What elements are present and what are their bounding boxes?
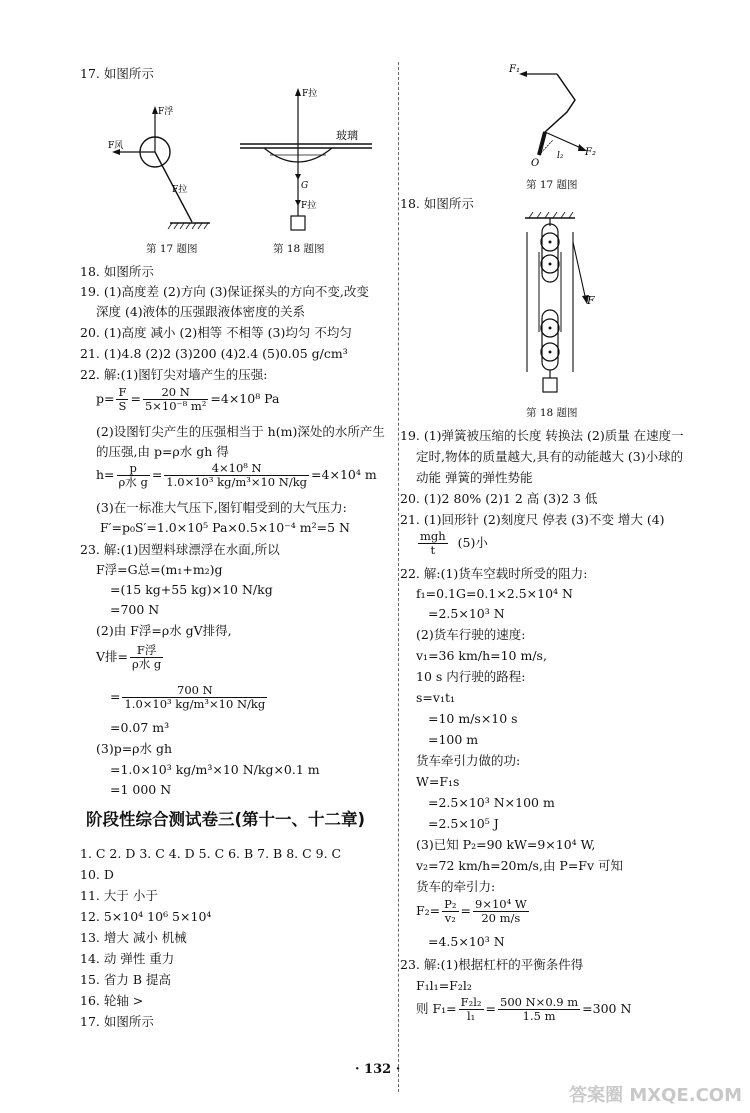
- r-q22-line-2: f₁=0.1G=0.1×2.5×10⁴ N: [416, 586, 573, 601]
- r-q23-formula-f1: 则 F₁= $\frac{\text{F₂l₂}}{\text{l₁}}$ = $\frac{500 N\times 0.9 m}{1.5 m}$ =300 N: [416, 995, 632, 1023]
- q18-line: 18. 如图所示: [80, 264, 154, 279]
- r-q22-line-1: 22. 解:(1)货车空载时所受的阻力:: [400, 566, 588, 581]
- column-divider: [398, 62, 399, 1092]
- r-q22-formula-force: F₂= $\frac{\text{P₂}}{\text{v₂}}$ = $\frac{\text{9×10⁴ W}}{20 m/s}$: [416, 897, 527, 925]
- q23-line-1: 23. 解:(1)因塑料球漂浮在水面,所以: [80, 542, 280, 557]
- r-q22-line-3: =2.5×10³ N: [428, 606, 505, 621]
- label-o: O: [531, 158, 540, 169]
- page-number: · 132 ·: [355, 1062, 401, 1077]
- caption-fig-18-right: 第 18 题图: [526, 407, 578, 419]
- watermark-logo: 答案圈 MXQE.COM: [569, 1085, 742, 1106]
- q22-line-6: (3)在一标准大气压下,图钉帽受到的大气压力:: [96, 500, 347, 515]
- r-q22-line-16: 货车的牵引力:: [416, 879, 496, 894]
- label-f1: F₁: [509, 64, 520, 75]
- q19-line-1: 19. (1)高度差 (2)方向 (3)保证探头的方向不变,改变: [80, 284, 369, 299]
- r-q22-line-8: =10 m/s×10 s: [428, 711, 518, 726]
- s-answers-15: 15. 省力 B 提高: [80, 972, 171, 987]
- q17-heading: 17. 如图所示: [80, 66, 154, 81]
- q23-line-10: =1.0×10³ kg/m³×10 N/kg×0.1 m: [110, 762, 320, 777]
- r-q19-line-3: 动能 弹簧的弹性势能: [416, 470, 533, 485]
- caption-fig-18: 第 18 题图: [273, 243, 325, 255]
- right-column: [400, 0, 750, 1113]
- r-q20-line: 20. (1)2 80% (2)1 2 高 (3)2 3 低: [400, 491, 598, 506]
- r-q22-line-14: (3)已知 P₂=90 kW=9×10⁴ W,: [416, 837, 596, 852]
- r-q22-line-6: 10 s 内行驶的路程:: [416, 669, 526, 684]
- q23-line-11: =1 000 N: [110, 782, 172, 797]
- r-q23-line-1: 23. 解:(1)根据杠杆的平衡条件得: [400, 957, 584, 972]
- q22-line-3: (2)设图钉尖产生的压强相当于 h(m)深处的水所产生: [96, 424, 385, 439]
- r-q22-line-13: =2.5×10⁵ J: [428, 816, 499, 831]
- r-q22-line-7: s=v₁t₁: [416, 690, 455, 705]
- r-q22-line-15: v₂=72 km/h=20m/s,由 P=Fv 可知: [416, 858, 624, 873]
- q23-formula-volume-2: = $\frac{700 N}{\text{1.0×10³ kg/m³×10 N/kg}}$: [110, 683, 266, 711]
- label-f: F: [587, 294, 595, 307]
- q22-line-4: 的压强,由 p=ρ水 gh 得: [96, 444, 229, 459]
- q19-line-2: 深度 (4)液体的压强跟液体密度的关系: [96, 304, 306, 319]
- r-q21-line-1: 21. (1)回形针 (2)刻度尺 停表 (3)不变 增大 (4): [400, 512, 665, 527]
- q23-line-9: (3)p=ρ水 gh: [96, 741, 173, 756]
- caption-fig-17-right: 第 17 题图: [526, 179, 578, 191]
- r-q19-line-2: 定时,物体的质量越大,具有的动能越大 (3)小球的: [416, 449, 684, 464]
- r-q22-line-9: =100 m: [428, 732, 479, 747]
- label-f-pull: F拉: [172, 185, 188, 195]
- q22-formula-pressure: p= $\frac{F}{S}$ = $\frac{20 N}{\text{5×10⁻⁸ m²}}$ =4×10⁸ Pa: [96, 385, 280, 413]
- label-f-float: F浮: [158, 107, 174, 117]
- s-answers-12: 12. 5×10⁴ 10⁶ 5×10⁴: [80, 909, 212, 924]
- q22-formula-depth: h= $\frac{p}{\text{ρ水 g}}$ = $\frac{\text{4×10⁸ N}}{\text{1.0×10³ kg/m³×10 N/kg}}$ =4×10⁴ m: [96, 461, 377, 489]
- section-title: 阶段性综合测试卷三(第十一、十二章): [86, 810, 366, 829]
- r-q22-line-5: v₁=36 km/h=10 m/s,: [416, 648, 547, 663]
- r-q22-line-10: 货车牵引力做的功:: [416, 753, 521, 768]
- figure-18-glass-diagram: [236, 84, 376, 244]
- q23-line-2: F浮=G总=(m₁+m₂)g: [96, 562, 223, 577]
- caption-fig-17: 第 17 题图: [146, 243, 198, 255]
- s-answers-13: 13. 增大 减小 机械: [80, 930, 187, 945]
- q23-line-3: =(15 kg+55 kg)×10 N/kg: [110, 582, 273, 597]
- label-f2: F₂: [585, 147, 596, 158]
- r-q22-line-12: =2.5×10³ N×100 m: [428, 795, 555, 810]
- label-f-wind: F风: [108, 141, 124, 151]
- r-q23-line-2: F₁l₁=F₂l₂: [416, 978, 472, 993]
- label-f-pull-bottom: F拉: [301, 201, 317, 211]
- figure-17-ball-diagram: [100, 92, 210, 242]
- r-q22-line-18: =4.5×10³ N: [428, 934, 505, 949]
- s-answers-10: 10. D: [80, 867, 114, 882]
- s-answers-16: 16. 轮轴 >: [80, 993, 144, 1008]
- s-answers-11: 11. 大于 小于: [80, 888, 158, 903]
- label-l2: l₂: [557, 151, 564, 161]
- q23-line-8: =0.07 m³: [110, 720, 170, 735]
- r-q21-line-2: $\frac{\text{mgh}}{t}$ (5)小: [420, 529, 488, 557]
- q20-line: 20. (1)高度 减小 (2)相等 不相等 (3)均匀 不均匀: [80, 325, 352, 340]
- label-f-pull-top: F拉: [302, 89, 318, 99]
- q22-line-1: 22. 解:(1)图钉尖对墙产生的压强:: [80, 367, 268, 382]
- q21-line: 21. (1)4.8 (2)2 (3)200 (4)2.4 (5)0.05 g/cm³: [80, 346, 348, 361]
- q23-line-5: (2)由 F浮=ρ水 gV排得,: [96, 623, 232, 638]
- r-q19-line-1: 19. (1)弹簧被压缩的长度 转换法 (2)质量 在速度一: [400, 428, 684, 443]
- s-answers-1: 1. C 2. D 3. C 4. D 5. C 6. B 7. B 8. C 9. C: [80, 846, 342, 861]
- label-g: G: [301, 181, 309, 191]
- figure-17-lever-diagram: [505, 60, 615, 175]
- q18-right: 18. 如图所示: [400, 196, 474, 211]
- figure-18-pulley-diagram: [505, 212, 595, 402]
- r-q22-line-11: W=F₁s: [416, 774, 460, 789]
- q22-line-7: F′=p₀S′=1.0×10⁵ Pa×0.5×10⁻⁴ m²=5 N: [100, 520, 350, 535]
- r-q22-line-4: (2)货车行驶的速度:: [416, 627, 526, 642]
- q23-formula-volume: V排= $\frac{\text{F浮}}{\text{ρ水 g}}$: [96, 643, 162, 671]
- label-glass: 玻璃: [336, 129, 358, 142]
- s-answers-14: 14. 动 弹性 重力: [80, 951, 175, 966]
- q23-line-4: =700 N: [110, 602, 160, 617]
- s-answers-17: 17. 如图所示: [80, 1014, 154, 1029]
